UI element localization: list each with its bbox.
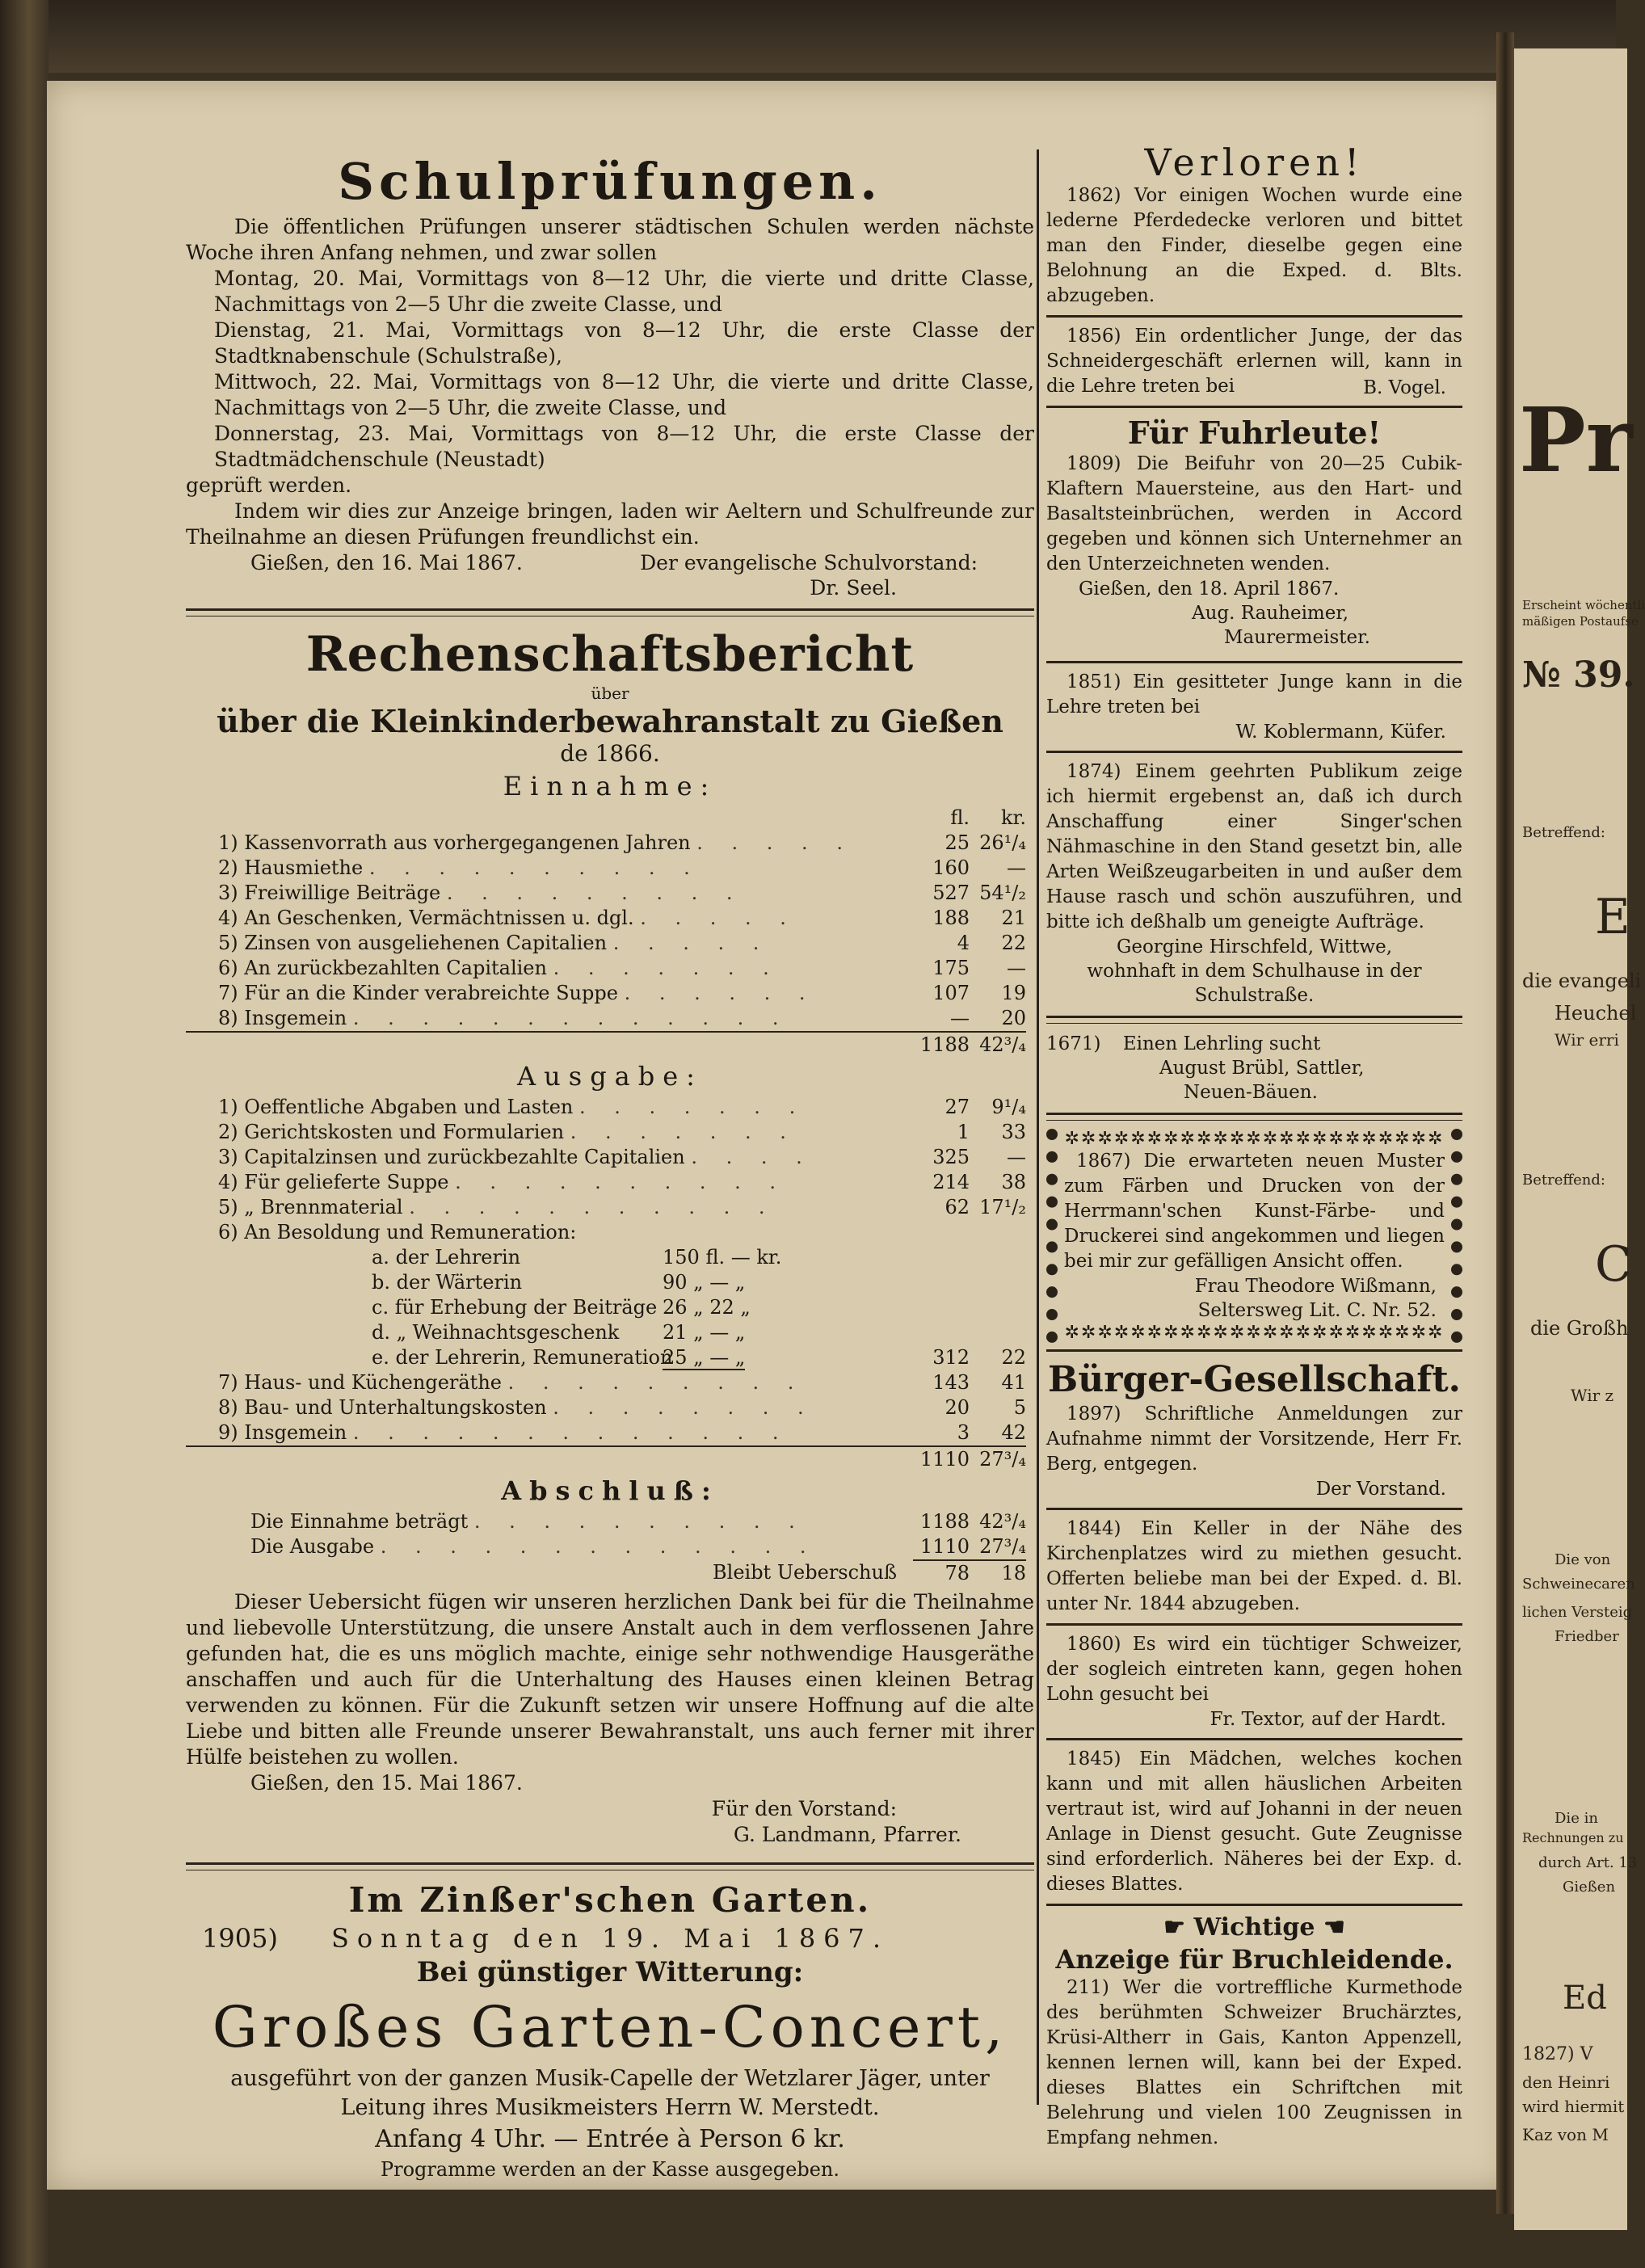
einnahme-heading: Einnahme: <box>503 771 717 802</box>
col-fl: fl. <box>950 806 970 829</box>
schul-sign: Dr. Seel. <box>810 576 897 600</box>
book-gutter <box>1496 32 1514 2214</box>
row-label: 9) Insgemein <box>218 1421 347 1444</box>
bericht-title: Rechenschaftsbericht <box>305 626 915 683</box>
schul-geprueft: geprüft werden. <box>186 473 352 497</box>
divider <box>1046 1016 1462 1024</box>
row-fl: 20 <box>945 1396 970 1419</box>
ad-1867-text: 1867) Die erwarteten neuen Muster zum Färben und Drucken von der Herrmann'schen Kunst-Färbe- und Druckerei sind angekommen und liegen bei mir zur gefälligen Ansicht offen. <box>1064 1151 1445 1272</box>
schul-intro: Die öffentlichen Prüfungen unserer städtischen Schulen werden nächste Woche ihren Anfang nehmen, und zwar sollen <box>186 215 1034 264</box>
row-label: b. der Wärterin <box>372 1271 523 1294</box>
ausgabe-table <box>186 1095 1026 1472</box>
buerger-sign: Der Vorstand. <box>1315 1479 1446 1500</box>
np-schwein: Schweinecaren <box>1522 1576 1635 1593</box>
ornament-border-top: ✲✲✲✲✲✲✲✲✲✲✲✲✲✲✲✲✲✲✲✲✲✲✲ <box>1064 1129 1445 1149</box>
table-row: 2) Gerichtskosten und Formularien . . . . . . . 1 33 <box>218 1121 1026 1143</box>
divider <box>186 1862 1034 1870</box>
row-kr: 21 <box>1001 907 1026 929</box>
table-row: 4) Für gelieferte Suppe . . . . . . . . . . 214 38 <box>218 1171 1026 1193</box>
buerger-text: 1897) Schriftliche Anmeldungen zur Aufnahme nimmt der Vorsitzende, Herr Fr. Berg, entgegen. <box>1046 1403 1462 1475</box>
bericht-subtitle: über die Kleinkinderbewahranstalt zu Gießen <box>217 703 1003 739</box>
row-kr: 26¹/₄ <box>979 831 1026 854</box>
row-kr: 42 <box>1001 1421 1026 1444</box>
divider <box>1046 315 1462 318</box>
np-versteig: lichen Versteig <box>1522 1604 1633 1621</box>
row-label: 7) Für an die Kinder verabreichte Suppe <box>218 982 618 1004</box>
np-hierm: wird hiermit <box>1522 2097 1625 2116</box>
column-divider <box>1037 149 1039 2105</box>
divider <box>1046 661 1462 663</box>
table-row: 5) „ Brennmaterial . . . . . . . . . . . 62 17¹/₂ <box>218 1196 1026 1218</box>
row-kr: 9¹/₄ <box>991 1096 1026 1118</box>
fuhr-title: Für Fuhrleute! <box>1127 414 1382 451</box>
einnahme-table <box>186 806 1026 1058</box>
wichtig-label: Wichtige <box>1193 1913 1315 1942</box>
table-row: 6) An zurückbezahlten Capitalien . . . . . . . 175 — <box>218 957 1026 979</box>
concert-title: Großes Garten-Concert, <box>212 1994 1008 2060</box>
row-label: c. für Erhebung der Beiträge <box>372 1296 658 1319</box>
np-fried: Friedber <box>1555 1628 1619 1645</box>
ausgabe-heading: Ausgabe: <box>517 1061 703 1092</box>
row-label: 1) Kassenvorrath aus vorhergegangenen Jahren <box>218 831 691 854</box>
row-fl: 25 <box>945 831 970 854</box>
table-row: 7) Haus- und Küchengeräthe . . . . . . . . . 143 41 <box>218 1371 1026 1394</box>
fuhr-text: 1809) Die Beifuhr von 20—25 Cubik-Klaftern Mauersteine, aus den Hart- und Basaltsteinbrüchen, werden in Accord gegeben und können sich Unternehmer an den Unterzeichneten wenden. <box>1046 453 1462 574</box>
ad-1851-text: 1851) Ein gesitteter Junge kann in die Lehre treten bei <box>1046 671 1462 717</box>
table-row: 3) Freiwillige Beiträge . . . . . . . . . 527 54¹/₂ <box>218 882 1026 904</box>
right-column <box>1046 141 1462 2151</box>
np-e1: E <box>1595 889 1630 945</box>
row-label: 2) Gerichtskosten und Formularien <box>218 1121 565 1143</box>
pointing-hand-left-icon: ☛ <box>1163 1913 1186 1942</box>
row-label: 4) Für gelieferte Suppe <box>218 1171 449 1193</box>
row-label: 4) An Geschenken, Vermächtnissen u. dgl. <box>218 907 634 929</box>
table-row <box>186 1245 1026 1270</box>
schul-org: Der evangelische Schulvorstand: <box>640 551 978 574</box>
ad-1874-text: 1874) Einem geehrten Publikum zeige ich hiermit ergebenst an, daß ich durch Anschaffung einer Singer'schen Nähmaschine in den Stand gesetzt bin, alle Arten Weißzeugarbeiten in und außer dem Hause rasch und schön auszuführen, und bitte ich deßhalb um geneigte Aufträge. <box>1046 761 1462 932</box>
row-kr: 20 <box>1001 1007 1026 1029</box>
table-row: 4) An Geschenken, Vermächtnissen u. dgl. . . . . . 188 21 <box>218 907 1026 929</box>
row-fl: 4 <box>957 932 970 954</box>
total-fl: 1110 <box>913 1446 970 1472</box>
np-rechn: Rechnungen zu <box>1522 1830 1624 1845</box>
table-row: 2) Hausmiethe . . . . . . . . . . 160 — <box>218 856 1026 879</box>
row-amount: 90 „ — „ <box>663 1271 746 1294</box>
table-row: 1) Kassenvorrath aus vorhergegangenen Jahren . . . . . 25 26¹/₄ <box>218 831 1026 854</box>
table-row <box>186 1345 1026 1370</box>
row-fl: 62 <box>945 1196 970 1218</box>
np-dievon: Die von <box>1555 1551 1611 1568</box>
ad-1845-text: 1845) Ein Mädchen, welches kochen kann und mit allen häuslichen Arbeiten vertraut ist, wird auf Johanni in der neuen Anlage in Dienst gesucht. Gute Zeugnisse sind erforderlich. Näheres bei der Exp. d. dieses Blattes. <box>1046 1748 1462 1895</box>
np-diein: Die in <box>1555 1810 1598 1827</box>
concert-date: Sonntag den 19. Mai 1867. <box>330 1923 890 1954</box>
row-fl: 188 <box>932 907 970 929</box>
table-row: 8) Insgemein . . . . . . . . . . . . . — 20 <box>186 1006 1026 1032</box>
row-fl: 214 <box>932 1171 970 1193</box>
left-column <box>186 141 1034 2182</box>
row-fl: 175 <box>932 957 970 979</box>
schul-line-3: Mittwoch, 22. Mai, Vormittags von 8—12 Uhr, die vierte und dritte Classe, Nachmittags von 2—5 Uhr, die zweite Classe, und <box>214 370 1034 419</box>
np-title: Pr <box>1519 388 1633 492</box>
bericht-org: Für den Vorstand: <box>711 1797 897 1820</box>
np-erscheint: Erscheint wöchentli <box>1522 598 1645 612</box>
row-kr: 27³/₄ <box>970 1534 1026 1560</box>
schul-line-4: Donnerstag, 23. Mai, Vormittags von 8—12 Uhr, die erste Classe der Stadtmädchenschule (Neustadt) <box>214 422 1034 471</box>
row-fl: 1188 <box>919 1510 970 1533</box>
np-1827: 1827) V <box>1522 2044 1593 2064</box>
row-kr: — <box>1007 856 1026 879</box>
next-page-fragment <box>1514 48 1645 2230</box>
row-kr: 22 <box>1001 1346 1026 1369</box>
schul-closing: Indem wir dies zur Anzeige bringen, laden wir Aeltern und Schulfreunde zur Theilnahme an diesen Prüfungen freundlichst ein. <box>186 499 1034 549</box>
ausgabe-total <box>186 1446 1026 1472</box>
np-wir: Wir erri <box>1555 1030 1619 1050</box>
divider <box>1046 1904 1462 1906</box>
row-kr: 41 <box>1001 1371 1026 1394</box>
bruch-title: Anzeige für Bruchleidende. <box>1055 1944 1454 1975</box>
ad-1860-text: 1860) Es wird ein tüchtiger Schweizer, der sogleich eintreten kann, gegen hohen Lohn gesucht bei <box>1046 1634 1462 1705</box>
divider <box>1046 406 1462 408</box>
divider <box>1046 1623 1462 1626</box>
schul-date: Gießen, den 16. Mai 1867. <box>250 551 523 574</box>
fuhr-sign1: Aug. Rauheimer, <box>1192 603 1349 624</box>
row-fl: — <box>950 1007 970 1029</box>
col-kr: kr. <box>1000 806 1026 829</box>
ad-1671-sign2: Neuen-Bäuen. <box>1184 1082 1318 1103</box>
row-fl: 527 <box>932 882 970 904</box>
besoldung-heading: 6) An Besoldung und Remuneration: <box>218 1221 577 1243</box>
ad-1844-text: 1844) Ein Keller in der Nähe des Kirchenplatzes wird zu miethen gesucht. Offerten beliebe man bei der Exped. d. Bl. unter Nr. 1844 abzugeben. <box>1046 1518 1462 1614</box>
bericht-sign: G. Landmann, Pfarrer. <box>733 1823 961 1846</box>
row-kr: 5 <box>1013 1396 1026 1419</box>
table-row <box>186 1270 1026 1295</box>
ad-1671-sign1: August Brübl, Sattler, <box>1159 1058 1365 1079</box>
row-label: a. der Lehrerin <box>372 1246 521 1269</box>
np-betr1: Betreffend: <box>1522 824 1605 841</box>
row-label: 3) Capitalzinsen und zurückbezahlte Capitalien <box>218 1146 685 1168</box>
row-amount: 26 „ 22 „ <box>663 1296 751 1319</box>
row-kr: — <box>1007 1146 1026 1168</box>
concert-num: 1905) <box>202 1923 278 1954</box>
row-label: Bleibt Ueberschuß <box>713 1561 897 1584</box>
row-amount: 150 fl. — kr. <box>663 1246 782 1269</box>
table-row: 7) Für an die Kinder verabreichte Suppe . . . . . . 107 19 <box>218 982 1026 1004</box>
table-row: Die Ausgabe . . . . . . . . . . . . . 1110 27³/₄ <box>186 1534 1026 1560</box>
table-row <box>186 1295 1026 1320</box>
divider <box>1046 1113 1462 1121</box>
np-wirz: Wir z <box>1571 1386 1614 1405</box>
concert-head: Im Zinßer'schen Garten. <box>348 1880 872 1920</box>
row-kr: 22 <box>1001 932 1026 954</box>
row-label: 6) An zurückbezahlten Capitalien <box>218 957 547 979</box>
verloren-title: Verloren! <box>1144 141 1365 184</box>
divider <box>1046 751 1462 753</box>
np-maessig: mäßigen Postaufse <box>1522 614 1639 629</box>
row-label: Die Ausgabe <box>250 1535 375 1558</box>
np-heuch: Heuchel <box>1555 1002 1637 1025</box>
schul-line-2: Dienstag, 21. Mai, Vormittags von 8—12 Uhr, die erste Classe der Stadtknabenschule (Schulstraße), <box>214 318 1034 368</box>
np-evang: die evangeli <box>1522 970 1642 992</box>
np-durch: durch Art. 13 <box>1538 1854 1638 1871</box>
abschluss-table <box>186 1509 1026 1586</box>
total-kr: 27³/₄ <box>970 1446 1026 1472</box>
ad-1874-sign1: Georgine Hirschfeld, Wittwe, <box>1116 936 1393 957</box>
concert-prog: Programme werden an der Kasse ausgegeben. <box>380 2158 840 2181</box>
np-grossh: die Großh <box>1530 1317 1629 1340</box>
table-row <box>186 1560 1026 1586</box>
row-kr: 42³/₄ <box>979 1510 1026 1533</box>
np-giess: Gießen <box>1563 1879 1616 1896</box>
verloren-text: 1862) Vor einigen Wochen wurde eine lederne Pferdedecke verloren und bittet man den Finder, dieselbe gegen eine Belohnung an die Exped. d. Blts. abzugeben. <box>1046 185 1462 306</box>
np-betr2: Betreffend: <box>1522 1172 1605 1189</box>
table-row: 5) Zinsen von ausgeliehenen Capitalien . . . . . 4 22 <box>218 932 1026 954</box>
book-left-edge <box>0 0 48 2268</box>
divider <box>1046 1738 1462 1740</box>
row-fl: 325 <box>932 1146 970 1168</box>
bericht-date: Gießen, den 15. Mai 1867. <box>250 1771 523 1795</box>
table-row: 3) Capitalzinsen und zurückbezahlte Capitalien . . . . 325 — <box>218 1146 1026 1168</box>
row-fl: 27 <box>945 1096 970 1118</box>
total-kr: 42³/₄ <box>970 1032 1026 1058</box>
concert-start: Anfang 4 Uhr. — Entrée à Person 6 kr. <box>375 2125 845 2153</box>
row-label: 7) Haus- und Küchengeräthe <box>218 1371 502 1394</box>
row-kr: 38 <box>1001 1171 1026 1193</box>
ornament-border-bottom: ✲✲✲✲✲✲✲✲✲✲✲✲✲✲✲✲✲✲✲✲✲✲✲ <box>1064 1323 1445 1343</box>
table-row: 8) Bau- und Unterhaltungskosten . . . . . . . . 20 5 <box>218 1396 1026 1419</box>
np-number: № 39. <box>1522 654 1635 696</box>
row-fl: 3 <box>957 1421 970 1444</box>
einnahme-total <box>186 1032 1026 1058</box>
row-kr: 19 <box>1001 982 1026 1004</box>
row-kr: 17¹/₂ <box>979 1196 1026 1218</box>
ad-1860-sign: Fr. Textor, auf der Hardt. <box>1210 1709 1446 1730</box>
row-fl: 312 <box>932 1346 970 1369</box>
row-label: 5) Zinsen von ausgeliehenen Capitalien <box>218 932 608 954</box>
row-label: Die Einnahme beträgt <box>250 1510 469 1533</box>
table-row: 1) Oeffentliche Abgaben und Lasten . . . . . . . 27 9¹/₄ <box>218 1096 1026 1118</box>
schul-line-1: Montag, 20. Mai, Vormittags von 8—12 Uhr, die vierte und dritte Classe, Nachmittags von 2—5 Uhr die zweite Classe, und <box>214 267 1034 316</box>
ad-1867-sign1: Frau Theodore Wißmann, <box>1194 1276 1437 1297</box>
row-label: 1) Oeffentliche Abgaben und Lasten <box>218 1096 574 1118</box>
schul-title: Schulprüfungen. <box>338 152 882 211</box>
row-kr: — <box>1007 957 1026 979</box>
np-c2: C <box>1595 1236 1632 1293</box>
np-heinr: den Heinri <box>1522 2072 1610 2092</box>
ad-1874-sign2: wohnhaft in dem Schulhause in der Schulstraße. <box>1087 961 1422 1006</box>
table-row: 9) Insgemein . . . . . . . . . . . . . 3 42 <box>186 1420 1026 1446</box>
ad-1851-sign: W. Koblermann, Küfer. <box>1235 722 1446 743</box>
row-label: e. der Lehrerin, Remuneration <box>372 1346 673 1369</box>
bericht-ueber: über <box>591 684 629 703</box>
ad-1856-text: 1856) Ein ordentlicher Junge, der das Schneidergeschäft erlernen will, kann in die Lehre treten bei <box>1046 326 1462 397</box>
row-label: 2) Hausmiethe <box>218 856 364 879</box>
divider <box>1046 1508 1462 1510</box>
bruch-text: 211) Wer die vortreffliche Kurmethode des berühmten Schweizer Bruchärztes, Krüsi-Altherr in Gais, Kanton Appenzell, kennen lernen will, kann bei der Exped. dieses Blattes ein Schriftchen mit Belehrung und vielen 100 Zeugnissen in Empfang nehmen. <box>1046 1977 1462 2148</box>
concert-weather: Bei günstiger Witterung: <box>416 1956 804 1988</box>
table-row: Die Einnahme beträgt . . . . . . . . . . 1188 42³/₄ <box>250 1510 1026 1533</box>
bericht-year: de 1866. <box>560 740 660 767</box>
row-amount: 21 „ — „ <box>663 1321 746 1344</box>
buerger-title: Bürger-Gesellschaft. <box>1048 1359 1461 1400</box>
row-fl: 160 <box>932 856 970 879</box>
row-kr: 54¹/₂ <box>979 882 1026 904</box>
row-fl: 1110 <box>913 1534 970 1560</box>
ad-1856-sign: B. Vogel. <box>1363 377 1446 398</box>
total-fl: 1188 <box>913 1032 970 1058</box>
fuhr-sign2: Maurermeister. <box>1224 627 1370 648</box>
row-fl: 78 <box>945 1562 970 1584</box>
np-kaz: Kaz von M <box>1522 2125 1609 2144</box>
ad-1671-text: Einen Lehrling sucht <box>1122 1033 1321 1054</box>
row-fl: 1 <box>957 1121 970 1143</box>
abschluss-heading: Abschluß: <box>501 1475 719 1506</box>
row-label: 5) „ Brennmaterial <box>218 1196 403 1218</box>
divider <box>186 608 1034 616</box>
row-kr: 18 <box>1001 1562 1026 1584</box>
np-ed: Ed <box>1563 1980 1607 2017</box>
row-label: 8) Bau- und Unterhaltungskosten <box>218 1396 547 1419</box>
fuhr-date: Gießen, den 18. April 1867. <box>1079 579 1340 600</box>
ad-1671-num: 1671) <box>1046 1033 1101 1054</box>
row-label: 3) Freiwillige Beiträge <box>218 882 441 904</box>
row-amount: 25 „ — „ <box>663 1346 746 1369</box>
row-kr: 33 <box>1001 1121 1026 1143</box>
concert-desc: ausgeführt von der ganzen Musik-Capelle der Wetzlarer Jäger, unter Leitung ihres Musikmeisters Herrn W. Merstedt. <box>230 2066 990 2120</box>
ad-1867-sign2: Seltersweg Lit. C. Nr. 52. <box>1197 1300 1437 1321</box>
book-top-edge <box>0 0 1616 73</box>
divider <box>1046 1349 1462 1352</box>
bericht-dank: Dieser Uebersicht fügen wir unseren herzlichen Dank bei für die Theilnahme und liebevolle Unterstützung, die unsere Anstalt auch in dem verflossenen Jahre gefunden hat, die es uns möglich machte, einige sehr nothwendige Hausgeräthe anschaffen und auch für die Unterhaltung des Hauses einen kleinen Betrag verwenden zu können. Für die Zukunft setzen wir unsere Hoffnung auf die alte Liebe und bitten alle Freunde unserer Bewahranstalt, uns auch ferner mit ihrer Hülfe beistehen zu wollen. <box>186 1590 1034 1769</box>
table-row <box>186 1320 1026 1345</box>
row-fl: 107 <box>932 982 970 1004</box>
row-label: 8) Insgemein <box>218 1007 347 1029</box>
pointing-hand-right-icon: ☚ <box>1323 1913 1345 1942</box>
row-fl: 143 <box>932 1371 970 1394</box>
row-label: d. „ Weihnachtsgeschenk <box>372 1321 620 1344</box>
